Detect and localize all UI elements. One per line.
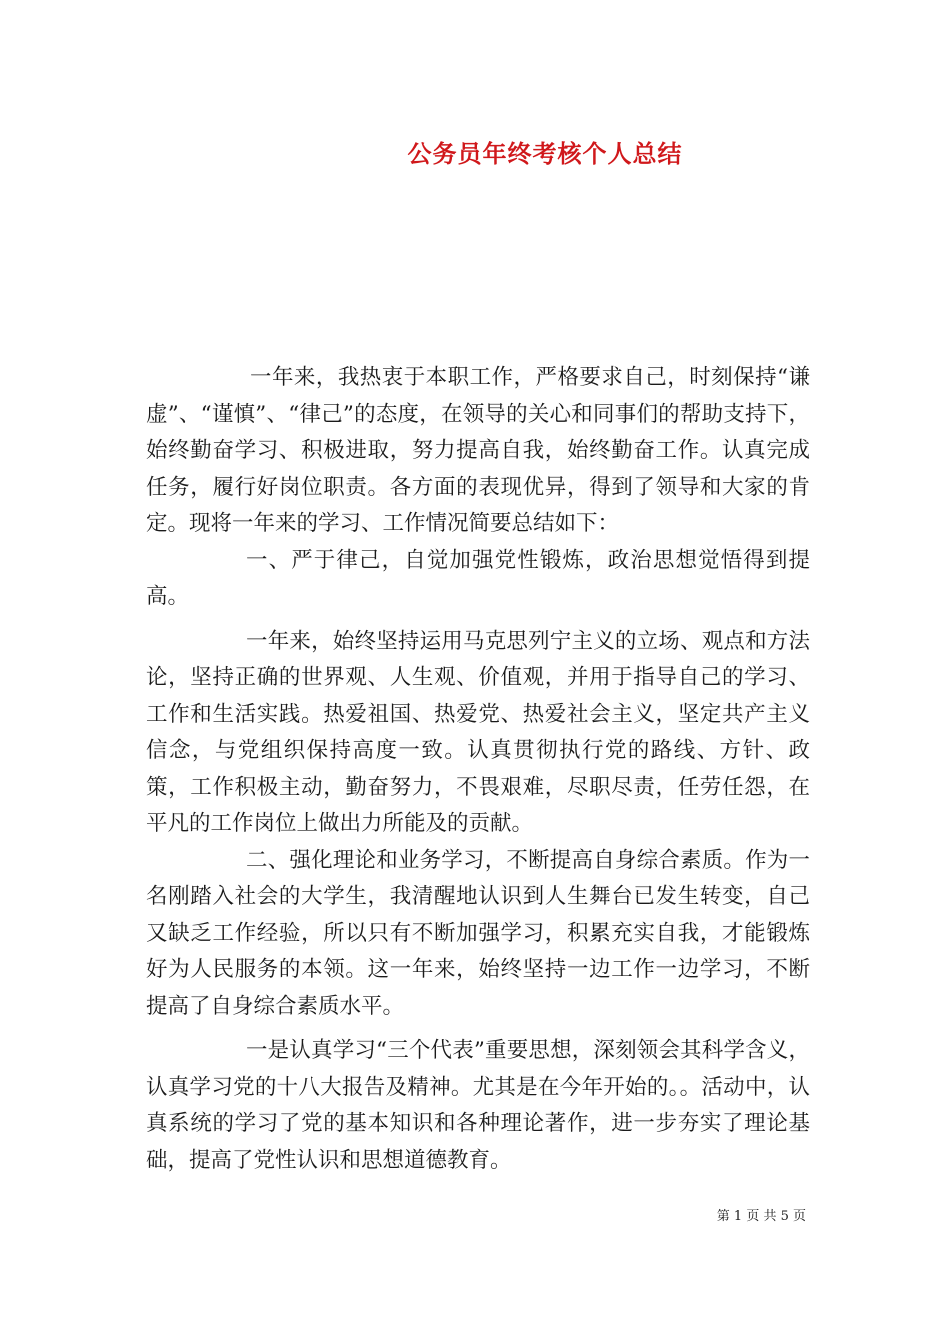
- page-number: 第 1 页 共 5 页: [716, 1209, 806, 1224]
- document-body: [146, 360, 810, 1179]
- section-heading-1: 一、严于律己，自觉加强党性锻炼，政治思想觉悟得到提高。: [146, 547, 810, 609]
- paragraph-section-1: 一年来，始终坚持运用马克思列宁主义的立场、观点和方法论，坚持正确的世界观、人生观、价值观，并用于指导自己的学习、工作和生活实践。热爱祖国、热爱党、热爱社会主义，坚定共产主义信念，与党组织保持高度一致。认真贯彻执行党的路线、方针、政策，工作积极主动，勤奋努力，不畏艰难，尽职尽责，任劳任怨，在平凡的工作岗位上做出力所能及的贡献。: [146, 628, 810, 836]
- paragraph-intro: 一年来，我热衷于本职工作，严格要求自己，时刻保持“谦虚”、“谨慎”、“律己”的态度，在领导的关心和同事们的帮助支持下，始终勤奋学习、积极进取，努力提高自我，始终勤奋工作。认真完成任务，履行好岗位职责。各方面的表现优异，得到了领导和大家的肯定。现将一年来的学习、工作情况简要总结如下：: [146, 365, 810, 536]
- paragraph-study-1: 一是认真学习“三个代表”重要思想，深刻领会其科学含义，认真学习党的十八大报告及精神。尤其是在今年开始的。。活动中，认真系统的学习了党的基本知识和各种理论著作，进一步夯实了理论基础，提高了党性认识和思想道德教育。: [146, 1038, 810, 1173]
- document-title: 公务员年终考核个人总结: [407, 139, 683, 168]
- section-heading-2: 二、强化理论和业务学习，不断提高自身综合素质。作为一名刚踏入社会的大学生，我清醒地认识到人生舞台已发生转变，自己又缺乏工作经验，所以只有不断加强学习，积累充实自我，才能锻炼好为人民服务的本领。这一年来，始终坚持一边工作一边学习，不断提高了自身综合素质水平。: [146, 847, 810, 1019]
